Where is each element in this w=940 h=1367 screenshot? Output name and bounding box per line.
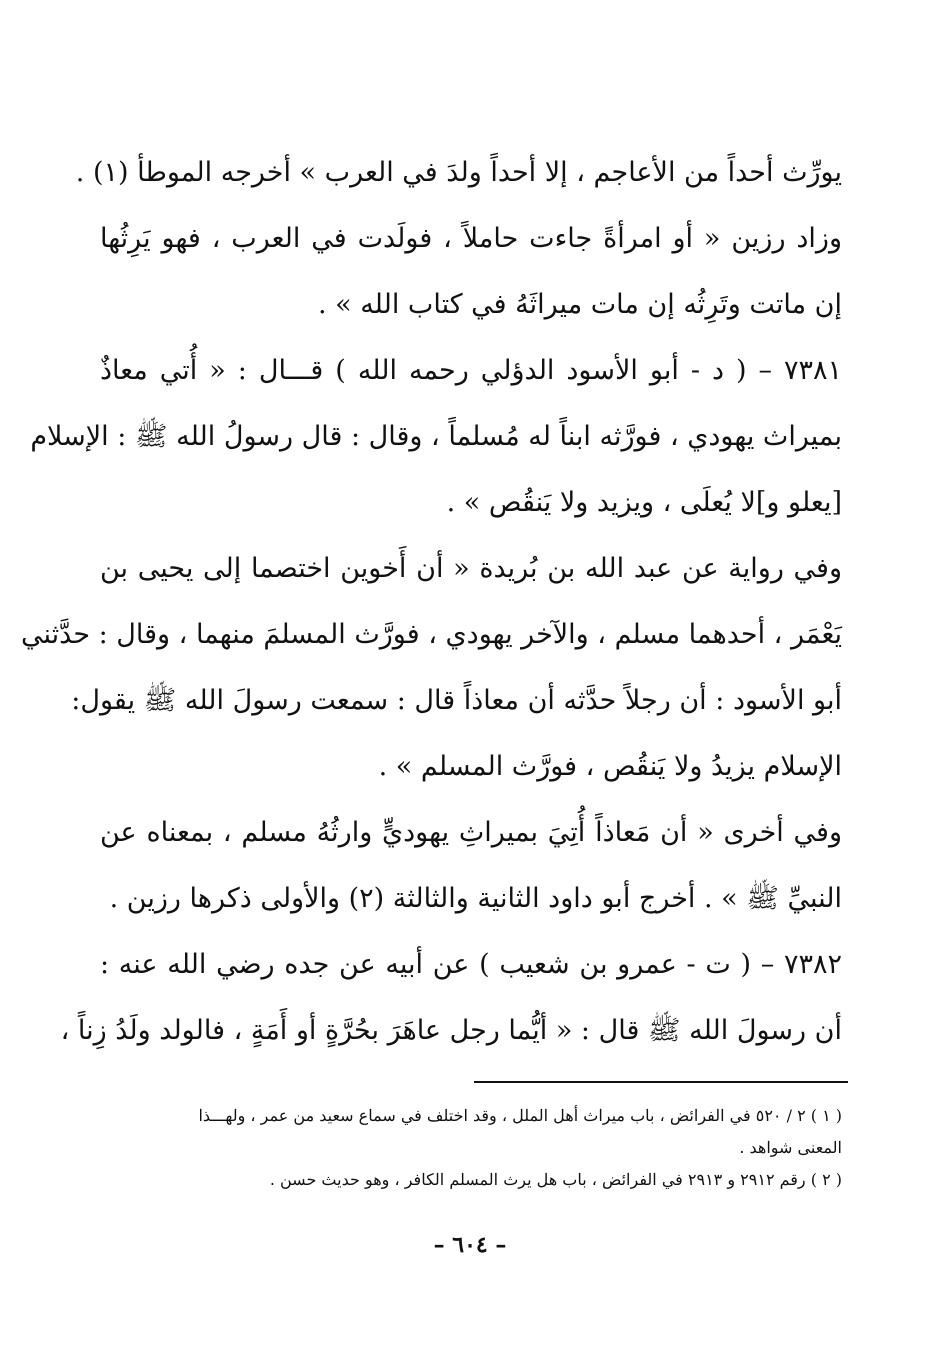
text-line: وفي أخرى « أن مَعاذاً أُتِيَ بميراثِ يهوديٍّ وارثُهُ مسلم ، بمعناه عن — [100, 817, 842, 848]
hadith-heading-7382: ٧٣٨٢ – ( ت - عمرو بن شعيب ) عن أبيه عن جده رضي الله عنه : — [100, 949, 842, 980]
main-text — [21, 140, 842, 1064]
text-line: أبو الأسود : أن رجلاً حدَّثه أن معاذاً قال : سمعت رسولَ الله ﷺ يقول: — [71, 685, 842, 716]
text-line: أن رسولَ الله ﷺ قال : « أيُّما رجل عاهَرَ بحُرَّةٍ أو أَمَةٍ ، فالولد ولَدُ زِناً ، — [60, 1015, 842, 1046]
text-line: يورِّث أحداً من الأعاجم ، إلا أحداً ولدَ في العرب » أخرجه الموطأ (١) . — [75, 157, 842, 188]
hadith-heading-7381: ٧٣٨١ – ( د - أبو الأسود الدؤلي رحمه الله ) قـــال : « أُتي معاذٌ — [100, 355, 842, 386]
footnotes — [92, 1100, 842, 1196]
footnote-1-cont: المعنى شواهد . — [739, 1138, 842, 1157]
text-line: وفي رواية عن عبد الله بن بُريدة « أن أَخوين اختصما إلى يحيى بن — [100, 553, 842, 584]
page-number: – ٦٠٤ – — [433, 1232, 507, 1258]
text-line: الإسلام يزيدُ ولا يَنقُص ، فورَّث المسلم » . — [378, 751, 842, 782]
text-line: يَعْمَر ، أحدهما مسلم ، والآخر يهودي ، فورَّث المسلمَ منهما ، وقال : حدَّثني — [21, 619, 842, 650]
text-line: وزاد رزين « أو امرأةً جاءت حاملاً ، فولَدت في العرب ، فهو يَرِثُها — [100, 223, 842, 254]
text-line: بميراث يهودي ، فورَّثه ابناً له مُسلماً ، وقال : قال رسولُ الله ﷺ : الإسلام — [30, 421, 842, 452]
text-line: [يعلو و]لا يُعلَى ، ويزيد ولا يَنقُص » . — [446, 487, 842, 518]
text-line: النبيِّ ﷺ » . أخرج أبو داود الثانية والثالثة (٢) والأولى ذكرها رزين . — [109, 883, 842, 914]
footnote-divider — [474, 1081, 848, 1083]
footnote-1: ( ١ ) ٢ / ٥٢٠ في الفرائض ، باب ميراث أهل الملل ، وقد اختلف في سماع سعيد من عمر ، ولهـــذا — [198, 1106, 842, 1125]
text-line: إن ماتت وتَرِثُه إن مات ميراثَهُ في كتاب الله » . — [317, 289, 842, 320]
footnote-2: ( ٢ ) رقم ٢٩١٢ و ٢٩١٣ في الفرائض ، باب هل يرث المسلم الكافر ، وهو حديث حسن . — [269, 1170, 842, 1189]
